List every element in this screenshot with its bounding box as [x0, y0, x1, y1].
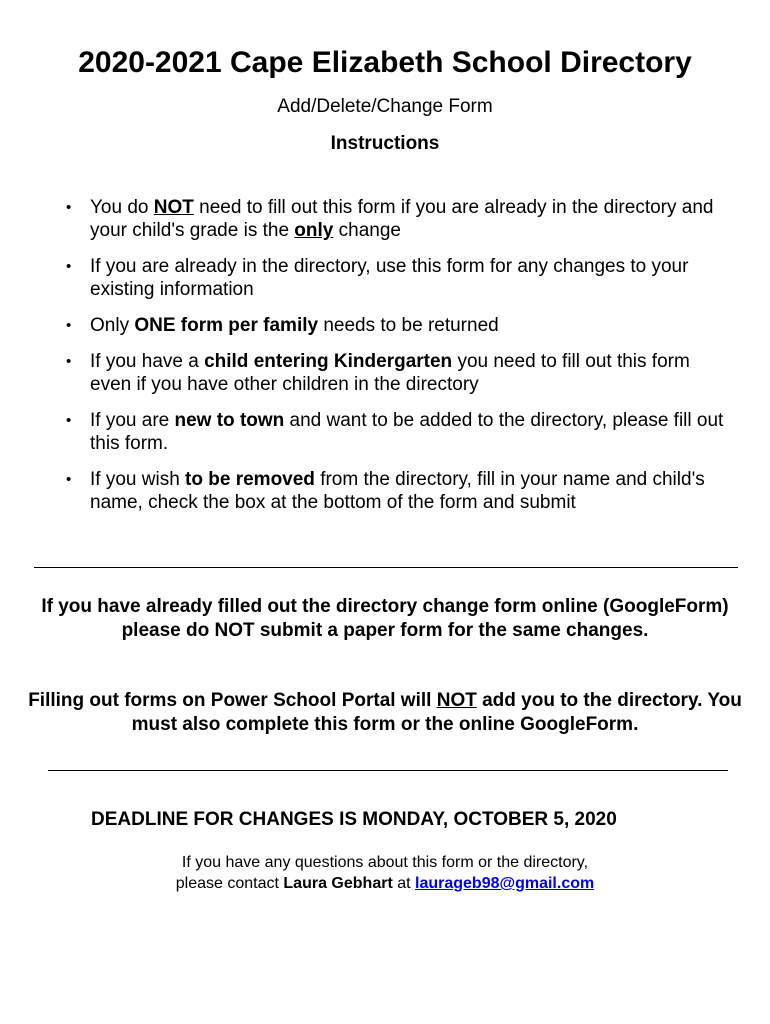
- instruction-text: needs to be returned: [318, 315, 499, 336]
- instructions-list: [66, 196, 726, 527]
- page-title: 2020-2021 Cape Elizabeth School Directory: [78, 46, 692, 79]
- powerschool-notice-text-2: add you to the directory. You must also complete this form or the online GoogleForm.: [131, 690, 742, 735]
- contact-line-1: If you have any questions about this form or the directory,: [181, 854, 589, 871]
- instruction-text: need to fill out this form if you are already in the directory and your child's grade is the: [90, 197, 714, 241]
- instruction-item: [66, 314, 726, 337]
- instruction-emphasis: new to town: [174, 410, 285, 431]
- email-link[interactable]: laurageb98@gmail.com: [415, 875, 595, 892]
- deadline-text: DEADLINE FOR CHANGES IS MONDAY, OCTOBER 5, 2020: [91, 809, 617, 830]
- instruction-text: Only: [90, 315, 135, 336]
- instruction-emphasis: ONE form per family: [134, 315, 319, 336]
- instruction-emphasis: NOT: [153, 197, 194, 218]
- instruction-item: [66, 468, 726, 514]
- googleform-notice: If you have already filled out the directory change form online (GoogleForm) please do NOT submit a paper form for the same changes.: [41, 596, 729, 641]
- form-subtitle: Add/Delete/Change Form: [277, 96, 493, 117]
- powerschool-notice: [20, 689, 750, 737]
- instruction-text: If you wish: [90, 469, 186, 490]
- contact-info: [0, 852, 770, 894]
- contact-line-2: [0, 873, 770, 894]
- instruction-item: [66, 255, 726, 301]
- instruction-text: If you have a: [90, 351, 205, 372]
- instruction-text: If you are: [90, 410, 175, 431]
- instruction-item: [66, 409, 726, 455]
- instruction-emphasis: to be removed: [185, 469, 315, 490]
- instruction-emphasis: only: [294, 220, 334, 241]
- instruction-item: [66, 196, 726, 242]
- instruction-text: You do: [90, 197, 154, 218]
- powerschool-notice-text: Filling out forms on Power School Portal will: [28, 690, 437, 711]
- contact-at: at: [392, 875, 415, 892]
- divider: [48, 770, 728, 771]
- instruction-text: If you are already in the directory, use this form for any changes to your existing information: [90, 256, 689, 300]
- instruction-text: you need to fill out this form even if you have other children in the directory: [90, 351, 690, 395]
- contact-prefix: please contact: [175, 875, 284, 892]
- contact-name: Laura Gebhart: [283, 875, 393, 892]
- instruction-text: and want to be added to the directory, please fill out this form.: [90, 410, 724, 454]
- instruction-text: from the directory, fill in your name and child's name, check the box at the bottom of the form and submit: [90, 469, 705, 513]
- powerschool-not-emphasis: NOT: [436, 690, 477, 711]
- instruction-emphasis: child entering Kindergarten: [204, 351, 453, 372]
- instruction-item: [66, 350, 726, 396]
- instructions-heading: Instructions: [330, 133, 440, 154]
- divider: [34, 567, 738, 568]
- instruction-text: change: [333, 220, 401, 241]
